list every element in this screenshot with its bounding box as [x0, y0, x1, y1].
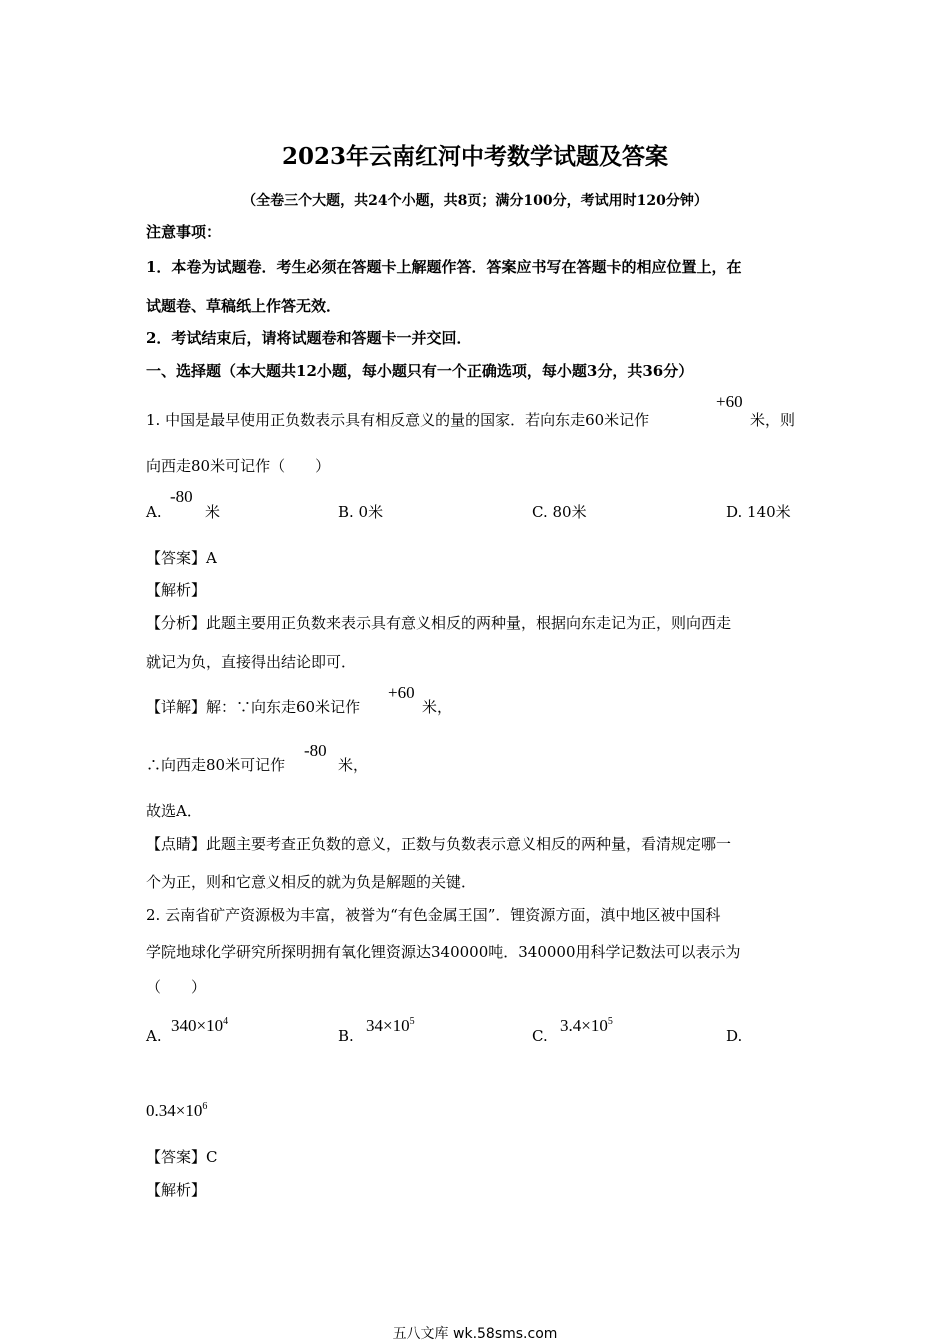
q1-math-plus-60: +60	[716, 392, 743, 411]
q1-detail-math: +60	[388, 683, 415, 702]
exam-info: （全卷三个大题，共24个小题，共8页；满分100分，考试用时120分钟）	[242, 193, 708, 209]
q2-option-c-label: C.	[532, 1027, 548, 1045]
q1-analysis-line-2: 就记为负，直接得出结论即可．	[146, 653, 357, 671]
page-footer: 五八文库 wk.58sms.com	[392, 1326, 558, 1342]
q1-detail-tail: 米，	[422, 698, 453, 716]
q2-option-d-base: 0.34×10	[146, 1101, 203, 1120]
q2-option-d-exponent: 6	[202, 1101, 208, 1112]
q1-option-a-math: -80	[170, 487, 193, 506]
q2-option-a-base: 340×10	[171, 1016, 224, 1035]
q2-answer: 【答案】C	[146, 1148, 218, 1166]
q1-option-a-label: A.	[146, 503, 162, 521]
q1-choose: 故选A．	[146, 802, 202, 820]
notice-item-1-line-2: 试题卷、草稿纸上作答无效．	[146, 297, 342, 315]
q1-stem-line-1-tail: 米，则	[750, 411, 796, 429]
q1-option-a-unit: 米	[205, 503, 221, 521]
q1-option-b: B. 0米	[338, 503, 384, 521]
q2-option-a-exponent: 4	[223, 1016, 229, 1027]
q1-comment-line-2: 个为正，则和它意义相反的就为负是解题的关键．	[146, 873, 477, 891]
q1-stem-line-1: 1. 中国是最早使用正负数表示具有相反意义的量的国家．若向东走60米记作	[146, 411, 650, 429]
q1-stem-line-2: 向西走80米可记作（ ）	[146, 457, 331, 475]
q1-option-d: D. 140米	[726, 503, 791, 521]
q2-stem-line-3: （ ）	[146, 978, 207, 996]
q1-detail-line: 【详解】解：∵向东走60米记作	[146, 698, 361, 716]
q2-option-c-base: 3.4×10	[560, 1016, 608, 1035]
q2-option-a-math	[171, 1016, 228, 1036]
q2-option-b-base: 34×10	[366, 1016, 410, 1035]
q2-stem-line-2: 学院地球化学研究所探明拥有氧化锂资源达340000吨．340000用科学记数法可以表示为	[146, 943, 741, 961]
q1-option-c: C. 80米	[532, 503, 587, 521]
q2-jiexi-heading: 【解析】	[146, 1181, 207, 1199]
q1-therefore-line: ∴向西走80米可记作	[146, 756, 286, 774]
q2-option-c-exponent: 5	[607, 1016, 613, 1027]
q1-comment-line-1: 【点睛】此题主要考查正负数的意义，正数与负数表示意义相反的两种量，看清规定哪一	[146, 835, 732, 853]
page-title: 2023年云南红河中考数学试题及答案	[281, 143, 668, 170]
q2-option-b-label: B.	[338, 1027, 354, 1045]
q2-option-d-label: D.	[726, 1027, 743, 1045]
q2-option-b-math	[366, 1016, 415, 1036]
q1-therefore-math: -80	[304, 741, 327, 760]
q2-option-c-math	[560, 1016, 613, 1036]
q1-answer: 【答案】A	[146, 549, 217, 567]
q1-analysis-line-1: 【分析】此题主要用正负数来表示具有意义相反的两种量，根据向东走记为正，则向西走	[146, 614, 732, 632]
notice-item-1-line-1: 1．本卷为试题卷．考生必须在答题卡上解题作答．答案应书写在答题卡的相应位置上，在	[146, 258, 742, 276]
q2-stem-line-1: 2. 云南省矿产资源极为丰富，被誉为“有色金属王国”．锂资源方面，滇中地区被中国科	[146, 906, 721, 924]
section-1-heading: 一、选择题（本大题共12小题，每小题只有一个正确选项，每小题3分，共36分）	[146, 362, 694, 380]
q2-option-a-label: A.	[146, 1027, 162, 1045]
q1-therefore-tail: 米，	[338, 756, 369, 774]
notice-heading: 注意事项：	[146, 223, 222, 241]
q2-option-b-exponent: 5	[409, 1016, 415, 1027]
q1-jiexi-heading: 【解析】	[146, 581, 207, 599]
notice-item-2: 2．考试结束后，请将试题卷和答题卡一并交回．	[146, 329, 472, 347]
q2-option-d-math	[146, 1101, 207, 1121]
